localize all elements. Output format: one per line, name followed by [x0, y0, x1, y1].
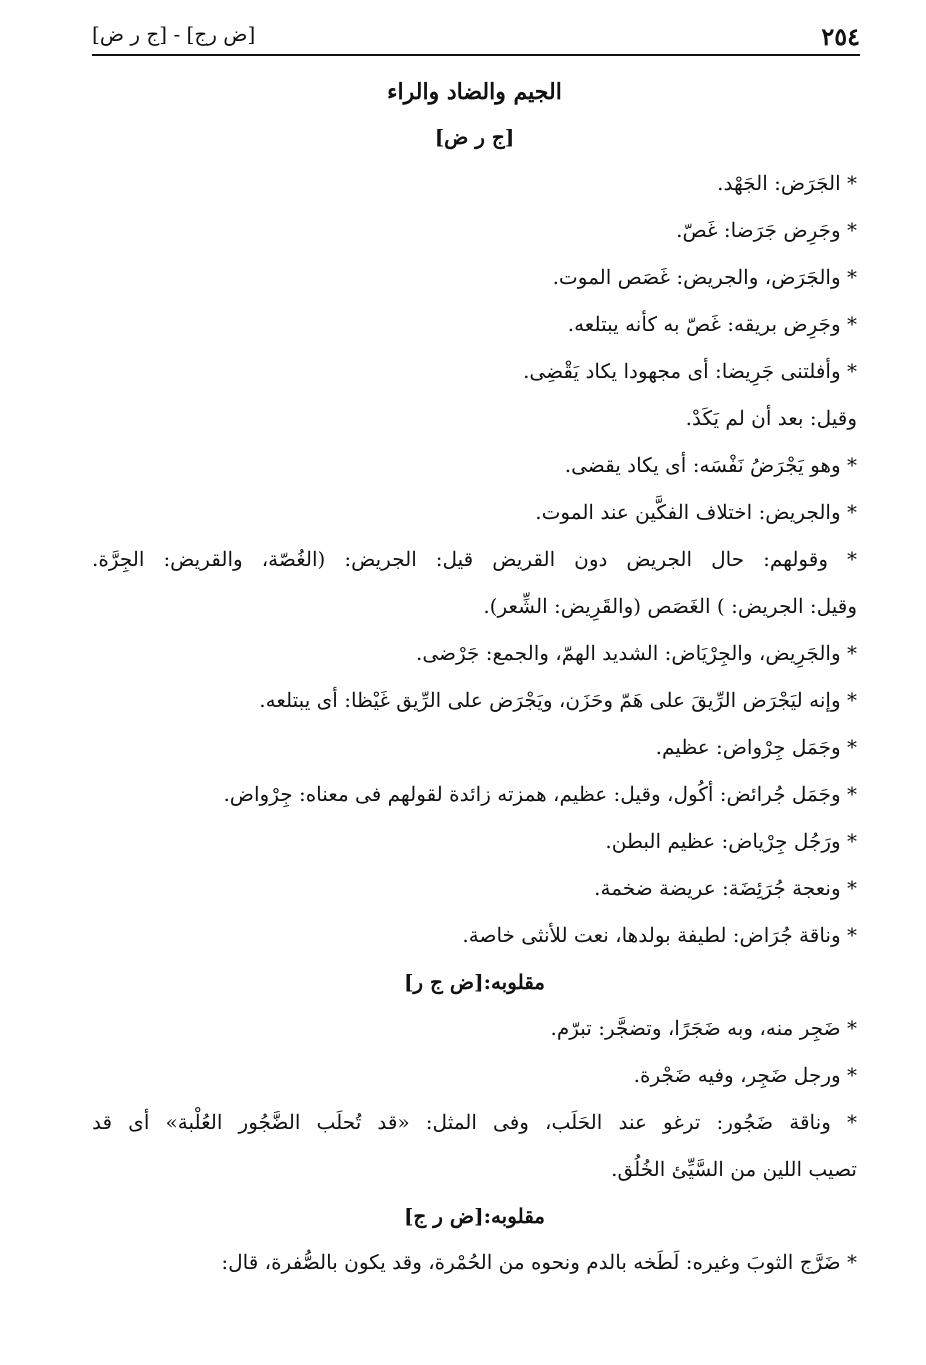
- entries-jrd: [92, 160, 857, 959]
- text-line: * وقولهم: حال الجريض دون القريض قيل: الجريض: (الغُصّة، والقريض: الجِرَّة.: [92, 547, 857, 571]
- text-line: وقيل: بعد أن لم يَكَدْ.: [685, 406, 857, 430]
- page-number: ٢٥٤: [821, 22, 860, 51]
- text-line: * وجَرِض بريقه: غَصّ به كأنه يبتلعه.: [567, 312, 857, 336]
- entries-dhjr: [92, 1005, 857, 1193]
- text-line: * ضَجِر منه، وبه ضَجَرًا، وتضجَّر: تبرّم.: [550, 1016, 857, 1040]
- text-line: * ونعجة جُرَئِضَة: عريضة ضخمة.: [594, 876, 857, 900]
- subheading-inverted-1: مقلوبه:[ض ج ر]: [403, 970, 546, 994]
- text-line: * والجَرَض، والجريض: غَصَص الموت.: [552, 265, 857, 289]
- root-heading: [ج ر ض]: [434, 125, 515, 149]
- text-line: * وناقة ضَجُور: ترغو عند الحَلَب، وفى المثل: «قد تُحلَب الضَّجُور العُلْبة» أى قد: [92, 1110, 857, 1134]
- text-line: * ضَرَّج الثوبَ وغيره: لَطَخه بالدم ونحوه من الحُمْرة، وقد يكون بالصُّفرة، قال:: [221, 1250, 857, 1274]
- page-header: [92, 18, 860, 54]
- header-rule: [92, 54, 860, 56]
- text-line: * وجَمَل جُرائض: أكُول، وقيل: عظيم، همزته زائدة لقولهم فى معناه: جِرْواض.: [223, 782, 857, 806]
- text-line: وقيل: الجريض: ) الغَصَص (والقَرِيض: الشِّعر).: [483, 594, 857, 618]
- running-head: [ج ر ض] - [ض رج]: [92, 22, 256, 46]
- text-line: * ورجل ضَجِر، وفيه ضَجْرة.: [633, 1063, 857, 1087]
- text-line: * وأفلتنى جَرِيضا: أى مجهودا يكاد يَقْضِى.: [523, 359, 857, 383]
- text-line: * والجريض: اختلاف الفكَّين عند الموت.: [535, 500, 857, 524]
- text-line: * وناقة جُرَاض: لطيفة بولدها، نعت للأنثى خاصة.: [462, 923, 857, 947]
- text-line: تصيب اللين من السَّيِّئ الخُلُق.: [611, 1157, 857, 1181]
- text-line: * الجَرَض: الجَهْد.: [717, 171, 857, 195]
- entries-drj: [92, 1239, 857, 1286]
- text-line: * والجَرِيض، والجِرْيَاض: الشديد الهمّ، والجمع: جَرْضى.: [415, 641, 857, 665]
- section-title: الجيم والضاد والراء: [387, 79, 562, 105]
- text-line: * وجَمَل جِرْواض: عظيم.: [655, 735, 857, 759]
- text-line: * وجَرِض جَرَضا: غَصّ.: [676, 218, 857, 242]
- text-line: * وهو يَجْرَضُ نَفْسَه: أى يكاد يقضى.: [564, 453, 857, 477]
- text-line: * وإنه ليَجْرَض الرِّيقَ على هَمّ وحَزَن، ويَجْرَض على الرِّيق غَيْظا: أى يبتلعه.: [259, 688, 857, 712]
- main-text: [92, 70, 857, 1286]
- text-line: * ورَجُل جِرْياض: عظيم البطن.: [605, 829, 857, 853]
- subheading-inverted-2: مقلوبه:[ض ر ج]: [403, 1204, 546, 1228]
